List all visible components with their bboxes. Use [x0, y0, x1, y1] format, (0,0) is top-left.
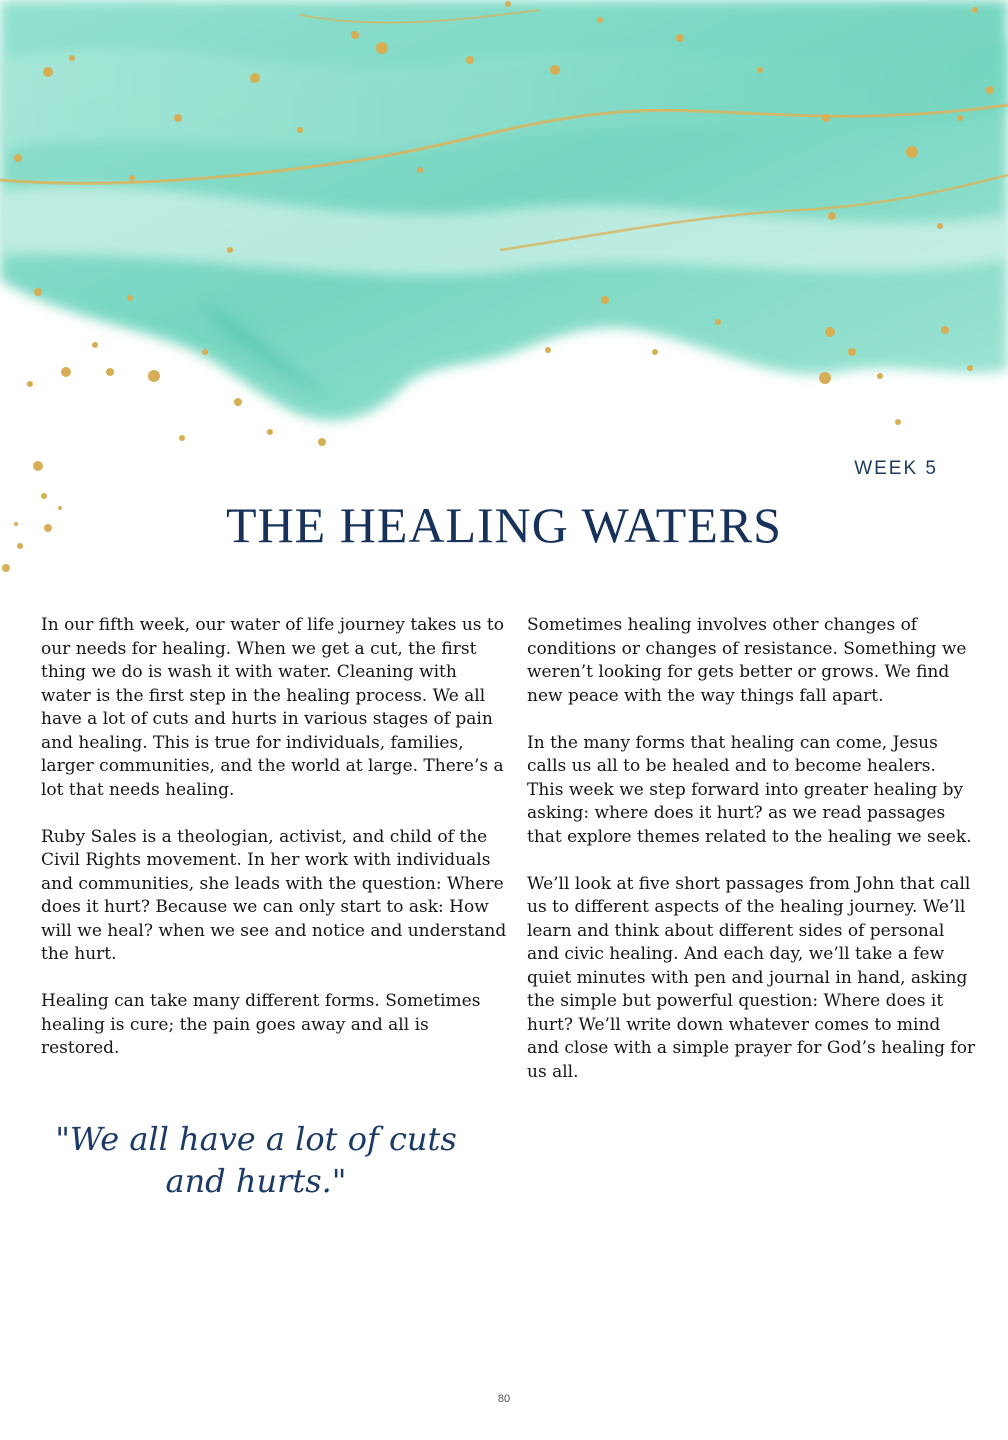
left-column	[41, 614, 511, 1084]
body-paragraph: Ruby Sales is a theologian, activist, and child of the Civil Rights movement. In her work with individuals and communities, she leads with the question: Where does it hurt? Because we can only start to ask: How will we heal? when we see and notice and understand the hurt.	[41, 826, 507, 964]
right-column	[527, 614, 977, 1108]
week-label: WEEK 5	[854, 458, 938, 479]
body-paragraph: Sometimes healing involves other changes of conditions or changes of resistance. Something we weren’t looking for gets better or grows. We find new peace with the way things fall apart.	[527, 615, 967, 706]
body-paragraph: We’ll look at five short passages from John that call us to different aspects of the healing journey. We’ll learn and think about different sides of personal and civic healing. And each day, we’ll take a few quiet minutes with pen and journal in hand, asking the simple but powerful question: Where does it hurt? We’ll write down whatever comes to mind and close with a simple prayer for God’s healing for us all.	[527, 873, 976, 1082]
page-number: 80	[497, 1393, 511, 1405]
page-title: THE HEALING WATERS	[226, 497, 782, 553]
pull-quote: "We all have a lot of cuts and hurts."	[55, 1120, 457, 1200]
body-paragraph: In our fifth week, our water of life journey takes us to our needs for healing. When we get a cut, the first thing we do is wash it with water. Cleaning with water is the first step in the healing process. We all have a lot of cuts and hurts in various stages of pain and healing. This is true for individuals, families, larger communities, and the world at large. There’s a lot that needs healing.	[41, 615, 504, 800]
body-paragraph: In the many forms that healing can come, Jesus calls us all to be healed and to become healers. This week we step forward into greater healing by asking: where does it hurt? as we read passages that explore themes related to the healing we seek.	[527, 732, 972, 847]
body-paragraph: Healing can take many different forms. Sometimes healing is cure; the pain goes away and all is restored.	[41, 991, 481, 1058]
